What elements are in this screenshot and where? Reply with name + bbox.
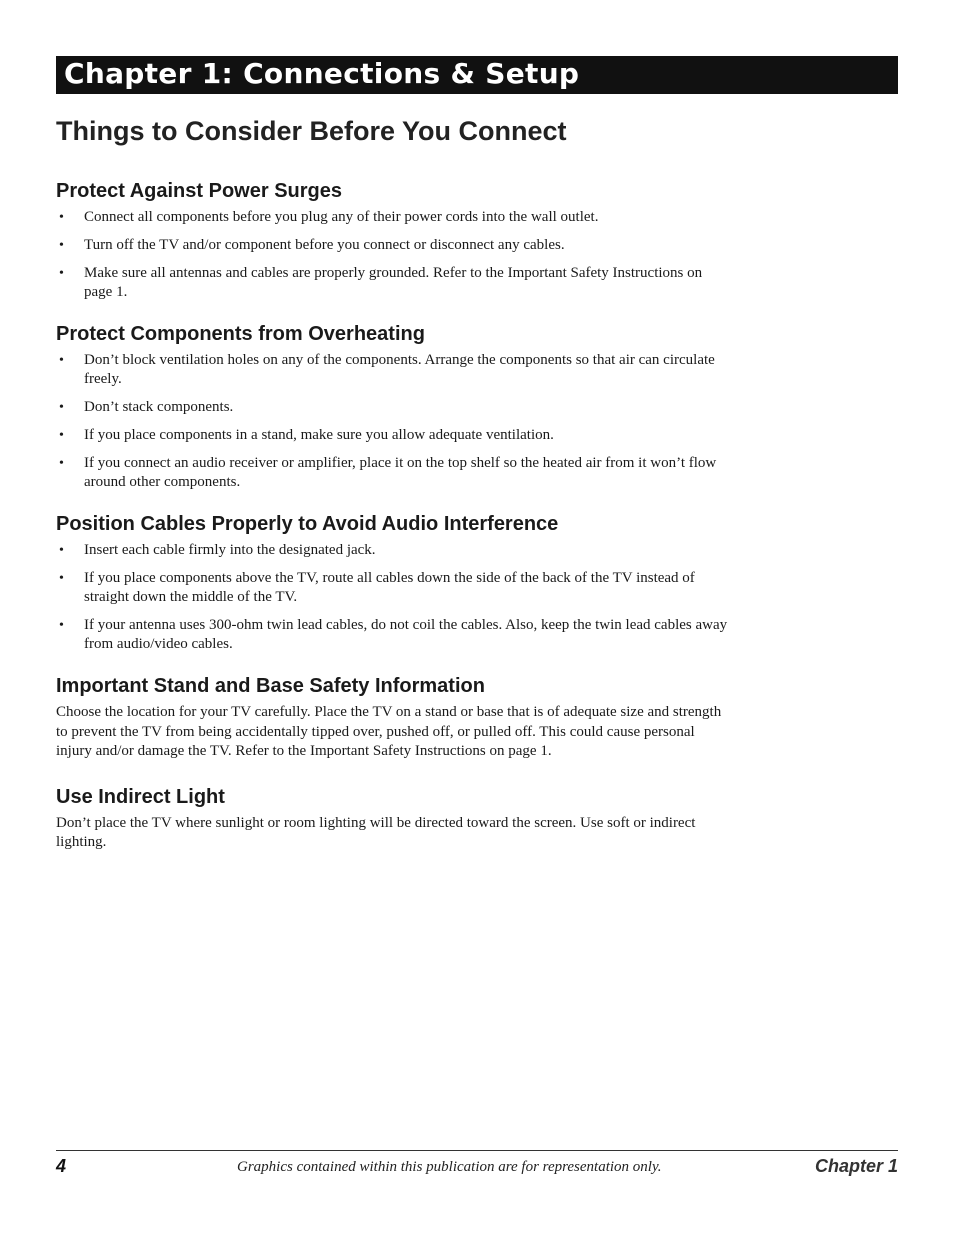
list-item: • If you place components in a stand, make sure you allow adequate ventilation. xyxy=(56,426,728,445)
footer-page-number: 4 xyxy=(56,1156,67,1176)
section-audio-interference xyxy=(56,511,728,654)
section-power-surges xyxy=(56,178,728,302)
section-heading: Position Cables Properly to Avoid Audio Interference xyxy=(56,513,559,535)
section-overheating xyxy=(56,321,728,492)
bullet-list xyxy=(56,208,728,302)
list-item: • If your antenna uses 300-ohm twin lead cables, do not coil the cables. Also, keep the twin lead cables away from audio/video cables. xyxy=(56,616,728,654)
chapter-title: Chapter 1: Connections & Setup xyxy=(64,57,580,90)
section-paragraph: Don’t place the TV where sunlight or room lighting will be directed toward the screen. Use soft or indirect lighting. xyxy=(56,814,696,850)
list-item: • Don’t block ventilation holes on any of the components. Arrange the components so that air can circulate freely. xyxy=(56,351,728,389)
section-stand-safety xyxy=(56,673,728,762)
chapter-banner xyxy=(56,56,898,94)
footer-disclaimer: Graphics contained within this publication are for representation only. xyxy=(237,1159,662,1175)
section-indirect-light xyxy=(56,784,728,853)
section-heading: Use Indirect Light xyxy=(56,785,225,808)
list-item: • Connect all components before you plug any of their power cords into the wall outlet. xyxy=(56,208,728,227)
list-item: • Don’t stack components. xyxy=(56,398,728,417)
list-item: • Turn off the TV and/or component before you connect or disconnect any cables. xyxy=(56,236,728,255)
list-item: • Insert each cable firmly into the designated jack. xyxy=(56,541,728,560)
main-content xyxy=(56,178,728,853)
section-heading: Protect Against Power Surges xyxy=(56,180,342,202)
list-item: • If you place components above the TV, route all cables down the side of the back of the TV instead of straight down the middle of the TV. xyxy=(56,569,728,607)
section-heading: Protect Components from Overheating xyxy=(56,323,425,345)
page-title: Things to Consider Before You Connect xyxy=(56,116,567,146)
bullet-list xyxy=(56,351,728,492)
bullet-list xyxy=(56,541,728,654)
section-heading: Important Stand and Base Safety Information xyxy=(56,675,485,697)
footer-chapter-label: Chapter 1 xyxy=(814,1156,898,1176)
list-item: • If you connect an audio receiver or amplifier, place it on the top shelf so the heated air from it won’t flow around other components. xyxy=(56,454,728,492)
list-item: • Make sure all antennas and cables are properly grounded. Refer to the Important Safety Instructions on page 1. xyxy=(56,264,728,302)
footer-divider xyxy=(56,1150,898,1151)
section-paragraph: Choose the location for your TV carefully. Place the TV on a stand or base that is of adequate size and strength to prevent the TV from being accidentally tipped over, pushed off, or pulled off. This could cause personal injury and/or damage the TV. Refer to the Important Safety Instructions on page 1. xyxy=(56,704,722,759)
